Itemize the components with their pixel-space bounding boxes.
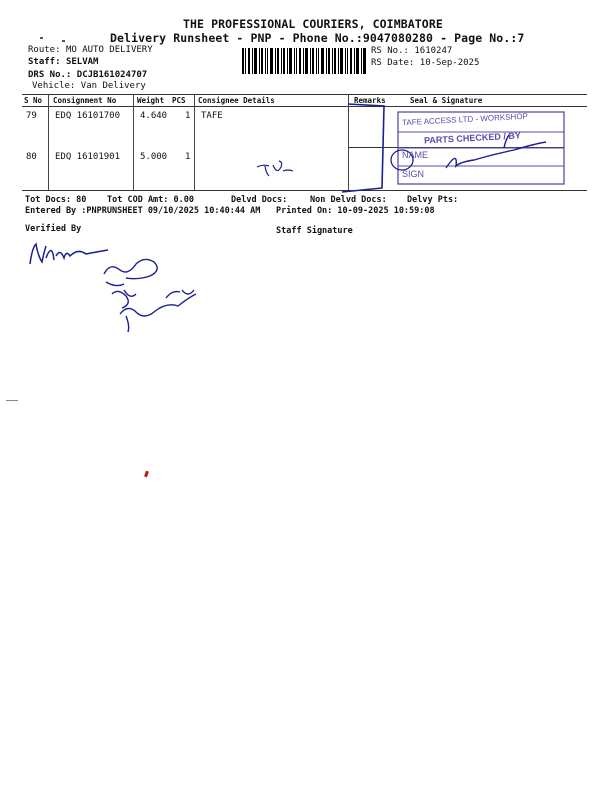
staff-line xyxy=(28,57,98,67)
printed-on: Printed On: 10-09-2025 10:59:08 xyxy=(276,206,435,216)
table-header-rule xyxy=(22,106,587,107)
staff-signature-label: Staff Signature xyxy=(276,226,353,236)
company-title: THE PROFESSIONAL COURIERS, COIMBATORE xyxy=(183,17,443,31)
table-bottom-rule xyxy=(22,190,587,191)
col-header-consignment: Consignment No xyxy=(53,96,117,105)
staff-label: Staff: xyxy=(28,57,61,67)
row-consignment: EDQ 16101700 xyxy=(55,111,121,121)
barcode-image xyxy=(242,48,366,74)
drs-label: DRS No.: xyxy=(28,70,72,80)
drs-line xyxy=(28,70,147,80)
scan-dot xyxy=(62,40,65,42)
row-sno: 79 xyxy=(26,111,37,121)
rs-date-line xyxy=(371,58,479,68)
page-margin-tick xyxy=(6,400,18,401)
table-top-rule xyxy=(22,94,587,95)
rs-date-label: RS Date: xyxy=(371,58,415,68)
entered-by: Entered By :PNPRUNSHEET 09/10/2025 10:40:44 AM xyxy=(25,206,261,216)
col-divider xyxy=(48,94,49,190)
col-header-weight: Weight xyxy=(137,96,165,105)
delvd-docs: Delvd Docs: xyxy=(231,195,288,205)
stamp-line-2: PARTS CHECKED / BY xyxy=(423,130,522,146)
delvy-pts: Delvy Pts: xyxy=(407,195,459,205)
row-weight: 4.640 xyxy=(140,111,168,121)
stamp-line-3: NAME xyxy=(402,150,429,160)
route-label: Route: xyxy=(28,45,61,55)
row-sno: 80 xyxy=(26,152,37,162)
runsheet-subtitle: Delivery Runsheet - PNP - Phone No.:9047080280 - Page No.:7 xyxy=(110,31,525,45)
row-consignment: EDQ 16101901 xyxy=(55,152,121,162)
col-header-sno: S No xyxy=(24,96,43,105)
vehicle-value: Van Delivery xyxy=(80,81,146,91)
verified-by-label: Verified By xyxy=(25,224,82,234)
col-divider xyxy=(194,94,195,190)
col-header-pcs: PCS xyxy=(172,96,186,105)
col-header-remarks: Remarks xyxy=(354,96,386,105)
remarks-ink-line xyxy=(340,100,390,195)
rs-no-line xyxy=(371,46,452,56)
rs-no-label: RS No.: xyxy=(371,46,409,56)
row-consignee: TAFE xyxy=(201,111,223,121)
scan-mark xyxy=(144,471,149,478)
vehicle-line xyxy=(32,81,146,91)
drs-value: DCJB161024707 xyxy=(76,70,148,80)
staff-signature-scribble xyxy=(96,254,206,334)
row-pcs: 1 xyxy=(185,111,191,121)
tot-docs: Tot Docs: 80 xyxy=(25,195,87,205)
row-pcs: 1 xyxy=(185,152,191,162)
tot-cod-amt: Tot COD Amt: 0.00 xyxy=(107,195,194,205)
rs-date-value: 10-Sep-2025 xyxy=(419,58,480,68)
company-stamp xyxy=(384,108,570,188)
route-value: MO AUTO DELIVERY xyxy=(65,45,153,55)
staff-value: SELVAM xyxy=(65,57,99,67)
stamp-line-1: TAFE ACCESS LTD - WORKSHOP xyxy=(401,111,529,128)
row-weight: 5.000 xyxy=(140,152,168,162)
stamp-line-4: SIGN xyxy=(402,169,425,179)
scan-dot xyxy=(40,37,43,39)
col-divider xyxy=(133,94,134,190)
route-line xyxy=(28,45,153,55)
handwritten-mark xyxy=(255,157,295,179)
rs-no-value: 1610247 xyxy=(414,46,453,56)
col-header-seal: Seal & Signature xyxy=(410,96,483,105)
vehicle-label: Vehicle: xyxy=(32,81,76,91)
non-delvd-docs: Non Delvd Docs: xyxy=(310,195,387,205)
col-header-consignee: Consignee Details xyxy=(198,96,275,105)
